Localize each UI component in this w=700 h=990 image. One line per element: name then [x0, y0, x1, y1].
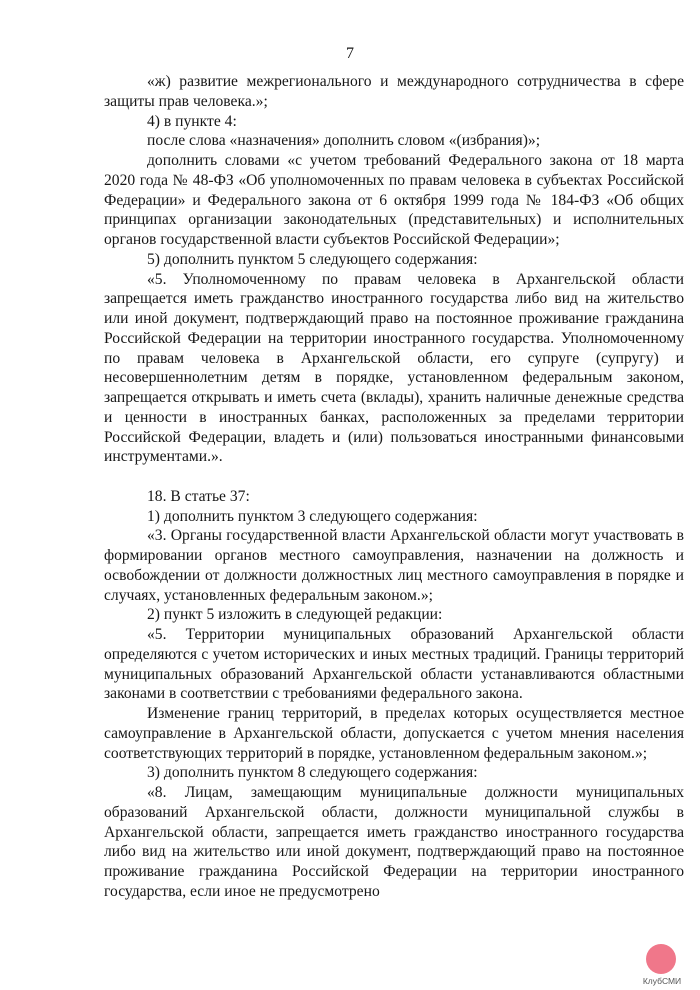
paragraph-point-5-intro: 5) дополнить пунктом 5 следующего содержания: — [147, 250, 478, 268]
paragraph-art37-point-3-text: «3. Органы государственной власти Архангельской области могут участвовать в формировании органов местного самоуправления, назначении на должность и освобождении от должности должностных лиц местного самоуправления в порядке и случаях, установленных федеральным законом.»; — [104, 527, 684, 604]
watermark-circle-icon — [646, 944, 676, 974]
paragraph-art37-point-5-intro: 2) пункт 5 изложить в следующей редакции: — [147, 606, 443, 624]
watermark-logo — [636, 942, 692, 990]
paragraph-art37-point-8-text: «8. Лицам, замещающим муниципальные должности муниципальных образований Архангельской области, должности муниципальной службы в Архангельской области, запрещается иметь гражданство иностранного государства либо вид на жительство или иной документ, подтверждающий право на постоянное проживание гражданина Российской Федерации на территории иностранного государства, если иное не предусмотрено — [104, 784, 684, 900]
paragraph-boundary-change: Изменение границ территорий, в пределах которых осуществляется местное самоуправление в Архангельской области, допускается с учетом мнения населения соответствующих территорий в порядке, установленном федеральным законом.»; — [104, 705, 684, 762]
paragraph-point-4: 4) в пункте 4: — [147, 112, 237, 130]
paragraph-art37-point-5-text: «5. Территории муниципальных образований Архангельской области определяются с учетом исторических и иных местных традиций. Границы территорий муниципальных образований Архангельской области устанавливаются областными законами в соответствии с требованиями федерального закона. — [104, 626, 684, 703]
paragraph-article-37: 18. В статье 37: — [147, 487, 250, 505]
page-number: 7 — [346, 45, 354, 62]
paragraph-art37-point-3-intro: 1) дополнить пунктом 3 следующего содержания: — [147, 507, 478, 525]
paragraph-after-word: после слова «назначения» дополнить словом «(избрания)»; — [147, 132, 541, 150]
paragraph-supplement-words: дополнить словами «с учетом требований Федерального закона от 18 марта 2020 года № 48-ФЗ «Об уполномоченных по правам человека в субъектах Российской Федерации» и Федерального закона от 6 октября 1999 года № 184-ФЗ «Об общих принципах организации законодательных (представительных) и исполнительных органов государственной власти субъектов Российской Федерации»; — [104, 152, 684, 248]
paragraph-art37-point-8-intro: 3) дополнить пунктом 8 следующего содержания: — [147, 764, 478, 782]
document-body — [104, 72, 684, 902]
paragraph-point-5-text: «5. Уполномоченному по правам человека в Архангельской области запрещается иметь гражданство иностранного государства либо вид на жительство или иной документ, подтверждающий право на постоянное проживание гражданина Российской Федерации на территории иностранного государства. Уполномоченному по правам человека в Архангельской области, его супруге (супругу) и несовершеннолетним детям в порядке, установленном федеральным законом, запрещается открывать и иметь счета (вклады), хранить наличные денежные средства и ценности в иностранных банках, расположенных за пределами территории Российской Федерации, владеть и (или) пользоваться иностранными финансовыми инструментами.». — [104, 270, 684, 466]
paragraph-item-zh: «ж) развитие межрегионального и международного сотрудничества в сфере защиты прав человека.»; — [104, 73, 684, 110]
watermark-text: КлубСМИ — [642, 976, 682, 986]
